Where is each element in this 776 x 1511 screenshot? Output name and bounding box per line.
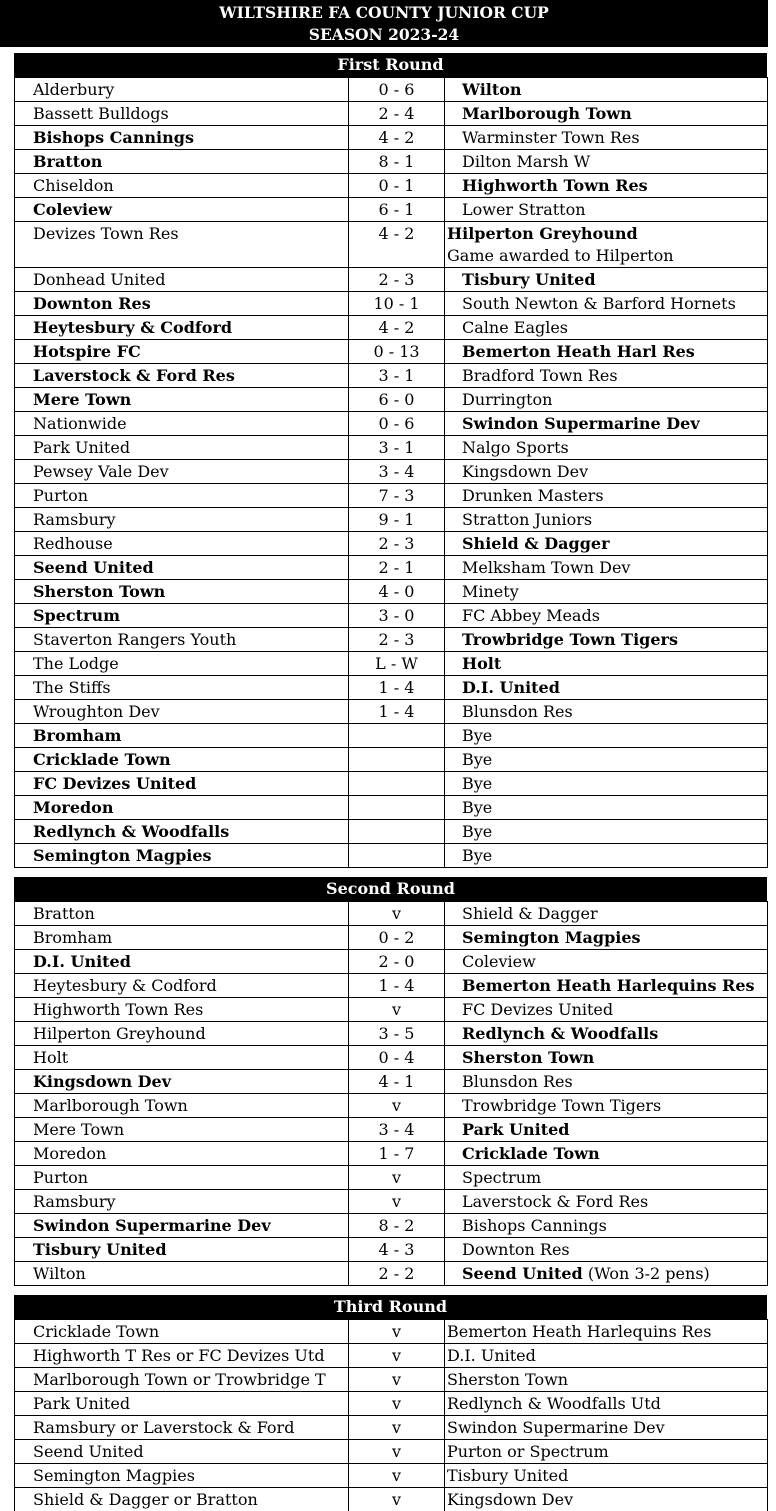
home-team: Wilton — [15, 1262, 349, 1286]
away-team — [445, 412, 768, 436]
away-team — [445, 1440, 768, 1464]
fixture-row — [15, 1190, 768, 1214]
away-team — [445, 902, 768, 926]
fixture-row — [15, 1214, 768, 1238]
away-team — [445, 772, 768, 796]
fixture-row — [15, 484, 768, 508]
home-team: Park United — [15, 1392, 349, 1416]
away-team — [445, 676, 768, 700]
home-team: Spectrum — [15, 604, 349, 628]
second-round-section — [14, 877, 767, 1286]
away-team-name: Seend United — [462, 1263, 583, 1283]
score: 1 - 4 — [349, 700, 445, 724]
score: v — [349, 1320, 445, 1344]
away-team — [445, 532, 768, 556]
away-team-name: Tisbury United — [462, 269, 596, 289]
score: 3 - 4 — [349, 1118, 445, 1142]
away-team — [445, 1368, 768, 1392]
fixture-row — [15, 316, 768, 340]
score: 7 - 3 — [349, 484, 445, 508]
fixture-row — [15, 268, 768, 292]
home-team: Seend United — [15, 556, 349, 580]
home-team: Ramsbury or Laverstock & Ford — [15, 1416, 349, 1440]
title-line-1: WILTSHIRE FA COUNTY JUNIOR CUP — [219, 3, 549, 22]
away-team-name: Wilton — [462, 79, 522, 99]
score: 8 - 1 — [349, 150, 445, 174]
fixture-row — [15, 532, 768, 556]
away-team — [445, 460, 768, 484]
away-team — [445, 150, 768, 174]
away-team-name: D.I. United — [447, 1345, 536, 1365]
second-round-table — [14, 901, 768, 1286]
score: 0 - 6 — [349, 78, 445, 102]
away-team-name: Bishops Cannings — [462, 1215, 607, 1235]
fixture-row — [15, 150, 768, 174]
home-team: Redlynch & Woodfalls — [15, 820, 349, 844]
away-team — [445, 222, 768, 268]
fixture-row — [15, 676, 768, 700]
home-team: Laverstock & Ford Res — [15, 364, 349, 388]
fixture-row — [15, 748, 768, 772]
home-team: Park United — [15, 436, 349, 460]
home-team: Cricklade Town — [15, 1320, 349, 1344]
fixture-row — [15, 340, 768, 364]
score: 4 - 3 — [349, 1238, 445, 1262]
score: 2 - 3 — [349, 268, 445, 292]
home-team: Semington Magpies — [15, 1464, 349, 1488]
away-team — [445, 484, 768, 508]
away-team — [445, 1046, 768, 1070]
fixture-row — [15, 926, 768, 950]
score: v — [349, 902, 445, 926]
away-team-name: Bye — [462, 725, 493, 745]
score: 3 - 1 — [349, 436, 445, 460]
fixture-row — [15, 950, 768, 974]
fixture-row — [15, 198, 768, 222]
home-team: Chiseldon — [15, 174, 349, 198]
home-team: Hotspire FC — [15, 340, 349, 364]
away-team — [445, 1464, 768, 1488]
fixture-row — [15, 1118, 768, 1142]
home-team: Alderbury — [15, 78, 349, 102]
away-team-name: Cricklade Town — [462, 1143, 600, 1163]
score: 0 - 4 — [349, 1046, 445, 1070]
home-team: Pewsey Vale Dev — [15, 460, 349, 484]
score: L - W — [349, 652, 445, 676]
away-team — [445, 820, 768, 844]
away-team — [445, 700, 768, 724]
score: 2 - 4 — [349, 102, 445, 126]
score: 1 - 4 — [349, 676, 445, 700]
away-team-name: Kingsdown Dev — [447, 1489, 574, 1509]
fixture-row — [15, 652, 768, 676]
away-team-name: Melksham Town Dev — [462, 557, 631, 577]
away-team — [445, 126, 768, 150]
score: v — [349, 998, 445, 1022]
home-team: Moredon — [15, 796, 349, 820]
score: 1 - 4 — [349, 974, 445, 998]
home-team: D.I. United — [15, 950, 349, 974]
score: v — [349, 1344, 445, 1368]
away-team-name: Bye — [462, 797, 493, 817]
fixture-row — [15, 974, 768, 998]
second-round-heading: Second Round — [14, 877, 767, 901]
score — [349, 724, 445, 748]
third-round-section — [14, 1295, 767, 1511]
home-team: The Lodge — [15, 652, 349, 676]
away-team — [445, 998, 768, 1022]
score: 8 - 2 — [349, 1214, 445, 1238]
home-team: Devizes Town Res — [15, 222, 349, 268]
score: 3 - 5 — [349, 1022, 445, 1046]
home-team: Semington Magpies — [15, 844, 349, 868]
home-team: Heytesbury & Codford — [15, 974, 349, 998]
away-team-name: Blunsdon Res — [462, 1071, 573, 1091]
home-team: Hilperton Greyhound — [15, 1022, 349, 1046]
home-team: Wroughton Dev — [15, 700, 349, 724]
away-team — [445, 364, 768, 388]
home-team: Ramsbury — [15, 1190, 349, 1214]
fixture-row — [15, 1070, 768, 1094]
score: v — [349, 1464, 445, 1488]
first-round-heading: First Round — [14, 53, 767, 77]
fixture-row — [15, 1392, 768, 1416]
title-line-2: SEASON 2023-24 — [308, 25, 460, 44]
score — [349, 748, 445, 772]
away-team-name: D.I. United — [462, 677, 560, 697]
first-round-table — [14, 77, 768, 868]
fixture-row — [15, 1320, 768, 1344]
home-team: Bratton — [15, 150, 349, 174]
away-team-name: Nalgo Sports — [462, 437, 569, 457]
page-title — [0, 0, 768, 47]
away-team-name: Downton Res — [462, 1239, 570, 1259]
score: 10 - 1 — [349, 292, 445, 316]
penalty-note: (Won 3-2 pens) — [582, 1263, 710, 1283]
fixture-row — [15, 78, 768, 102]
score: 2 - 2 — [349, 1262, 445, 1286]
score: v — [349, 1392, 445, 1416]
score: 2 - 0 — [349, 950, 445, 974]
score: 4 - 2 — [349, 222, 445, 268]
home-team: Bassett Bulldogs — [15, 102, 349, 126]
away-team-name: FC Devizes United — [462, 999, 614, 1019]
away-team-name: Bye — [462, 821, 493, 841]
away-team-name: Bemerton Heath Harlequins Res — [447, 1321, 712, 1341]
away-team-name: Stratton Juniors — [462, 509, 593, 529]
fixture-row — [15, 1416, 768, 1440]
fixture-row — [15, 998, 768, 1022]
away-team — [445, 604, 768, 628]
score: v — [349, 1488, 445, 1511]
away-team — [445, 1320, 768, 1344]
fixture-row — [15, 292, 768, 316]
away-team — [445, 292, 768, 316]
fixture-row — [15, 1368, 768, 1392]
home-team: Purton — [15, 1166, 349, 1190]
away-team — [445, 1262, 768, 1286]
home-team: Bratton — [15, 902, 349, 926]
fixture-row — [15, 436, 768, 460]
away-team — [445, 1488, 768, 1511]
away-team — [445, 268, 768, 292]
away-team-name: Laverstock & Ford Res — [462, 1191, 649, 1211]
away-team-name: FC Abbey Meads — [462, 605, 600, 625]
away-team — [445, 950, 768, 974]
score: 3 - 1 — [349, 364, 445, 388]
home-team: Redhouse — [15, 532, 349, 556]
away-team — [445, 436, 768, 460]
fixture-row — [15, 1238, 768, 1262]
away-team-name: Tisbury United — [447, 1465, 569, 1485]
away-team-name: Shield & Dagger — [462, 903, 598, 923]
away-team-name: Kingsdown Dev — [462, 461, 589, 481]
away-team — [445, 974, 768, 998]
away-team-name: South Newton & Barford Hornets — [462, 293, 736, 313]
away-team-name: Minety — [462, 581, 519, 601]
fixture-row — [15, 412, 768, 436]
home-team: Nationwide — [15, 412, 349, 436]
away-team-name: Redlynch & Woodfalls Utd — [447, 1393, 661, 1413]
fixture-row — [15, 102, 768, 126]
score — [349, 772, 445, 796]
score — [349, 796, 445, 820]
away-team — [445, 1118, 768, 1142]
away-team-name: Sherston Town — [447, 1369, 569, 1389]
fixture-row — [15, 364, 768, 388]
home-team: Bishops Cannings — [15, 126, 349, 150]
away-team — [445, 1142, 768, 1166]
away-team — [445, 508, 768, 532]
away-team — [445, 340, 768, 364]
first-round-section — [14, 53, 767, 868]
home-team: Tisbury United — [15, 1238, 349, 1262]
away-team-name: Coleview — [462, 951, 536, 971]
score: v — [349, 1440, 445, 1464]
away-team — [445, 78, 768, 102]
away-team — [445, 1166, 768, 1190]
fixture-row — [15, 700, 768, 724]
fixture-row — [15, 388, 768, 412]
fixture-row — [15, 1094, 768, 1118]
away-team-name: Semington Magpies — [462, 927, 641, 947]
away-team — [445, 1392, 768, 1416]
away-team — [445, 844, 768, 868]
away-team — [445, 102, 768, 126]
home-team: Highworth T Res or FC Devizes Utd — [15, 1344, 349, 1368]
away-team — [445, 1214, 768, 1238]
fixture-row — [15, 844, 768, 868]
score: 0 - 1 — [349, 174, 445, 198]
score: 0 - 2 — [349, 926, 445, 950]
score: 6 - 1 — [349, 198, 445, 222]
fixture-row — [15, 604, 768, 628]
home-team: Marlborough Town or Trowbridge T — [15, 1368, 349, 1392]
away-team — [445, 556, 768, 580]
fixture-row — [15, 460, 768, 484]
fixture-row — [15, 820, 768, 844]
away-team — [445, 1022, 768, 1046]
home-team: Purton — [15, 484, 349, 508]
away-team — [445, 1190, 768, 1214]
home-team: Kingsdown Dev — [15, 1070, 349, 1094]
home-team: Cricklade Town — [15, 748, 349, 772]
fixture-row — [15, 556, 768, 580]
fixture-row — [15, 1440, 768, 1464]
away-team-name: Swindon Supermarine Dev — [462, 413, 700, 433]
fixture-row — [15, 126, 768, 150]
fixture-row — [15, 1344, 768, 1368]
home-team: Bromham — [15, 926, 349, 950]
fixture-row — [15, 1166, 768, 1190]
away-team-name: Redlynch & Woodfalls — [462, 1023, 659, 1043]
home-team: Seend United — [15, 1440, 349, 1464]
result-note: Game awarded to Hilperton — [447, 245, 674, 265]
away-team-name: Bradford Town Res — [462, 365, 618, 385]
home-team: Mere Town — [15, 1118, 349, 1142]
home-team: Coleview — [15, 198, 349, 222]
home-team: Highworth Town Res — [15, 998, 349, 1022]
away-team-name: Lower Stratton — [462, 199, 586, 219]
away-team-name: Bemerton Heath Harl Res — [462, 341, 695, 361]
fixture-row — [15, 1046, 768, 1070]
away-team — [445, 388, 768, 412]
away-team-name: Bemerton Heath Harlequins Res — [462, 975, 755, 995]
fixture-row — [15, 1142, 768, 1166]
away-team-name: Sherston Town — [462, 1047, 595, 1067]
home-team: FC Devizes United — [15, 772, 349, 796]
away-team — [445, 316, 768, 340]
score — [349, 820, 445, 844]
away-team-name: Durrington — [462, 389, 553, 409]
home-team: Swindon Supermarine Dev — [15, 1214, 349, 1238]
away-team-name: Swindon Supermarine Dev — [447, 1417, 665, 1437]
home-team: Holt — [15, 1046, 349, 1070]
score: 4 - 2 — [349, 126, 445, 150]
away-team-name: Hilperton Greyhound — [447, 223, 638, 243]
score: 2 - 1 — [349, 556, 445, 580]
away-team-name: Warminster Town Res — [462, 127, 640, 147]
home-team: Ramsbury — [15, 508, 349, 532]
away-team-name: Highworth Town Res — [462, 175, 648, 195]
score: 0 - 6 — [349, 412, 445, 436]
away-team — [445, 628, 768, 652]
away-team-name: Drunken Masters — [462, 485, 604, 505]
home-team: Moredon — [15, 1142, 349, 1166]
home-team: Shield & Dagger or Bratton — [15, 1488, 349, 1511]
away-team — [445, 580, 768, 604]
home-team: Sherston Town — [15, 580, 349, 604]
score: v — [349, 1094, 445, 1118]
score: 2 - 3 — [349, 628, 445, 652]
fixture-row — [15, 580, 768, 604]
score — [349, 844, 445, 868]
fixture-row — [15, 772, 768, 796]
home-team: Marlborough Town — [15, 1094, 349, 1118]
home-team: Mere Town — [15, 388, 349, 412]
fixture-row — [15, 174, 768, 198]
score: 6 - 0 — [349, 388, 445, 412]
score: 3 - 4 — [349, 460, 445, 484]
fixture-row — [15, 1262, 768, 1286]
fixture-row — [15, 724, 768, 748]
away-team — [445, 652, 768, 676]
fixture-row — [15, 508, 768, 532]
score: v — [349, 1416, 445, 1440]
fixture-row — [15, 222, 768, 268]
away-team — [445, 796, 768, 820]
fixture-row — [15, 1488, 768, 1511]
home-team: Staverton Rangers Youth — [15, 628, 349, 652]
away-team-name: Calne Eagles — [462, 317, 569, 337]
score: 4 - 0 — [349, 580, 445, 604]
away-team — [445, 198, 768, 222]
away-team — [445, 1238, 768, 1262]
away-team-name: Trowbridge Town Tigers — [462, 1095, 662, 1115]
fixture-row — [15, 628, 768, 652]
score: 4 - 1 — [349, 1070, 445, 1094]
away-team-name: Trowbridge Town Tigers — [462, 629, 678, 649]
away-team — [445, 1416, 768, 1440]
score: v — [349, 1166, 445, 1190]
score: 3 - 0 — [349, 604, 445, 628]
score: 2 - 3 — [349, 532, 445, 556]
fixture-row — [15, 1022, 768, 1046]
third-round-table — [14, 1319, 768, 1511]
score: v — [349, 1190, 445, 1214]
fixture-row — [15, 796, 768, 820]
fixture-row — [15, 1464, 768, 1488]
away-team-name: Dilton Marsh W — [462, 151, 591, 171]
home-team: Heytesbury & Codford — [15, 316, 349, 340]
home-team: Donhead United — [15, 268, 349, 292]
away-team-name: Park United — [462, 1119, 570, 1139]
away-team — [445, 748, 768, 772]
third-round-heading: Third Round — [14, 1295, 767, 1319]
away-team — [445, 1070, 768, 1094]
home-team: The Stiffs — [15, 676, 349, 700]
away-team-name: Blunsdon Res — [462, 701, 573, 721]
away-team-name: Bye — [462, 773, 493, 793]
fixture-row — [15, 902, 768, 926]
away-team — [445, 926, 768, 950]
away-team-name: Holt — [462, 653, 502, 673]
score: 9 - 1 — [349, 508, 445, 532]
away-team-name: Shield & Dagger — [462, 533, 610, 553]
away-team — [445, 724, 768, 748]
away-team-name: Purton or Spectrum — [447, 1441, 609, 1461]
away-team — [445, 1344, 768, 1368]
score: 1 - 7 — [349, 1142, 445, 1166]
score: 0 - 13 — [349, 340, 445, 364]
score: 4 - 2 — [349, 316, 445, 340]
away-team-name: Spectrum — [462, 1167, 542, 1187]
home-team: Downton Res — [15, 292, 349, 316]
away-team — [445, 174, 768, 198]
away-team-name: Marlborough Town — [462, 103, 632, 123]
home-team: Bromham — [15, 724, 349, 748]
away-team-name: Bye — [462, 749, 493, 769]
away-team — [445, 1094, 768, 1118]
away-team-name: Bye — [462, 845, 493, 865]
score: v — [349, 1368, 445, 1392]
